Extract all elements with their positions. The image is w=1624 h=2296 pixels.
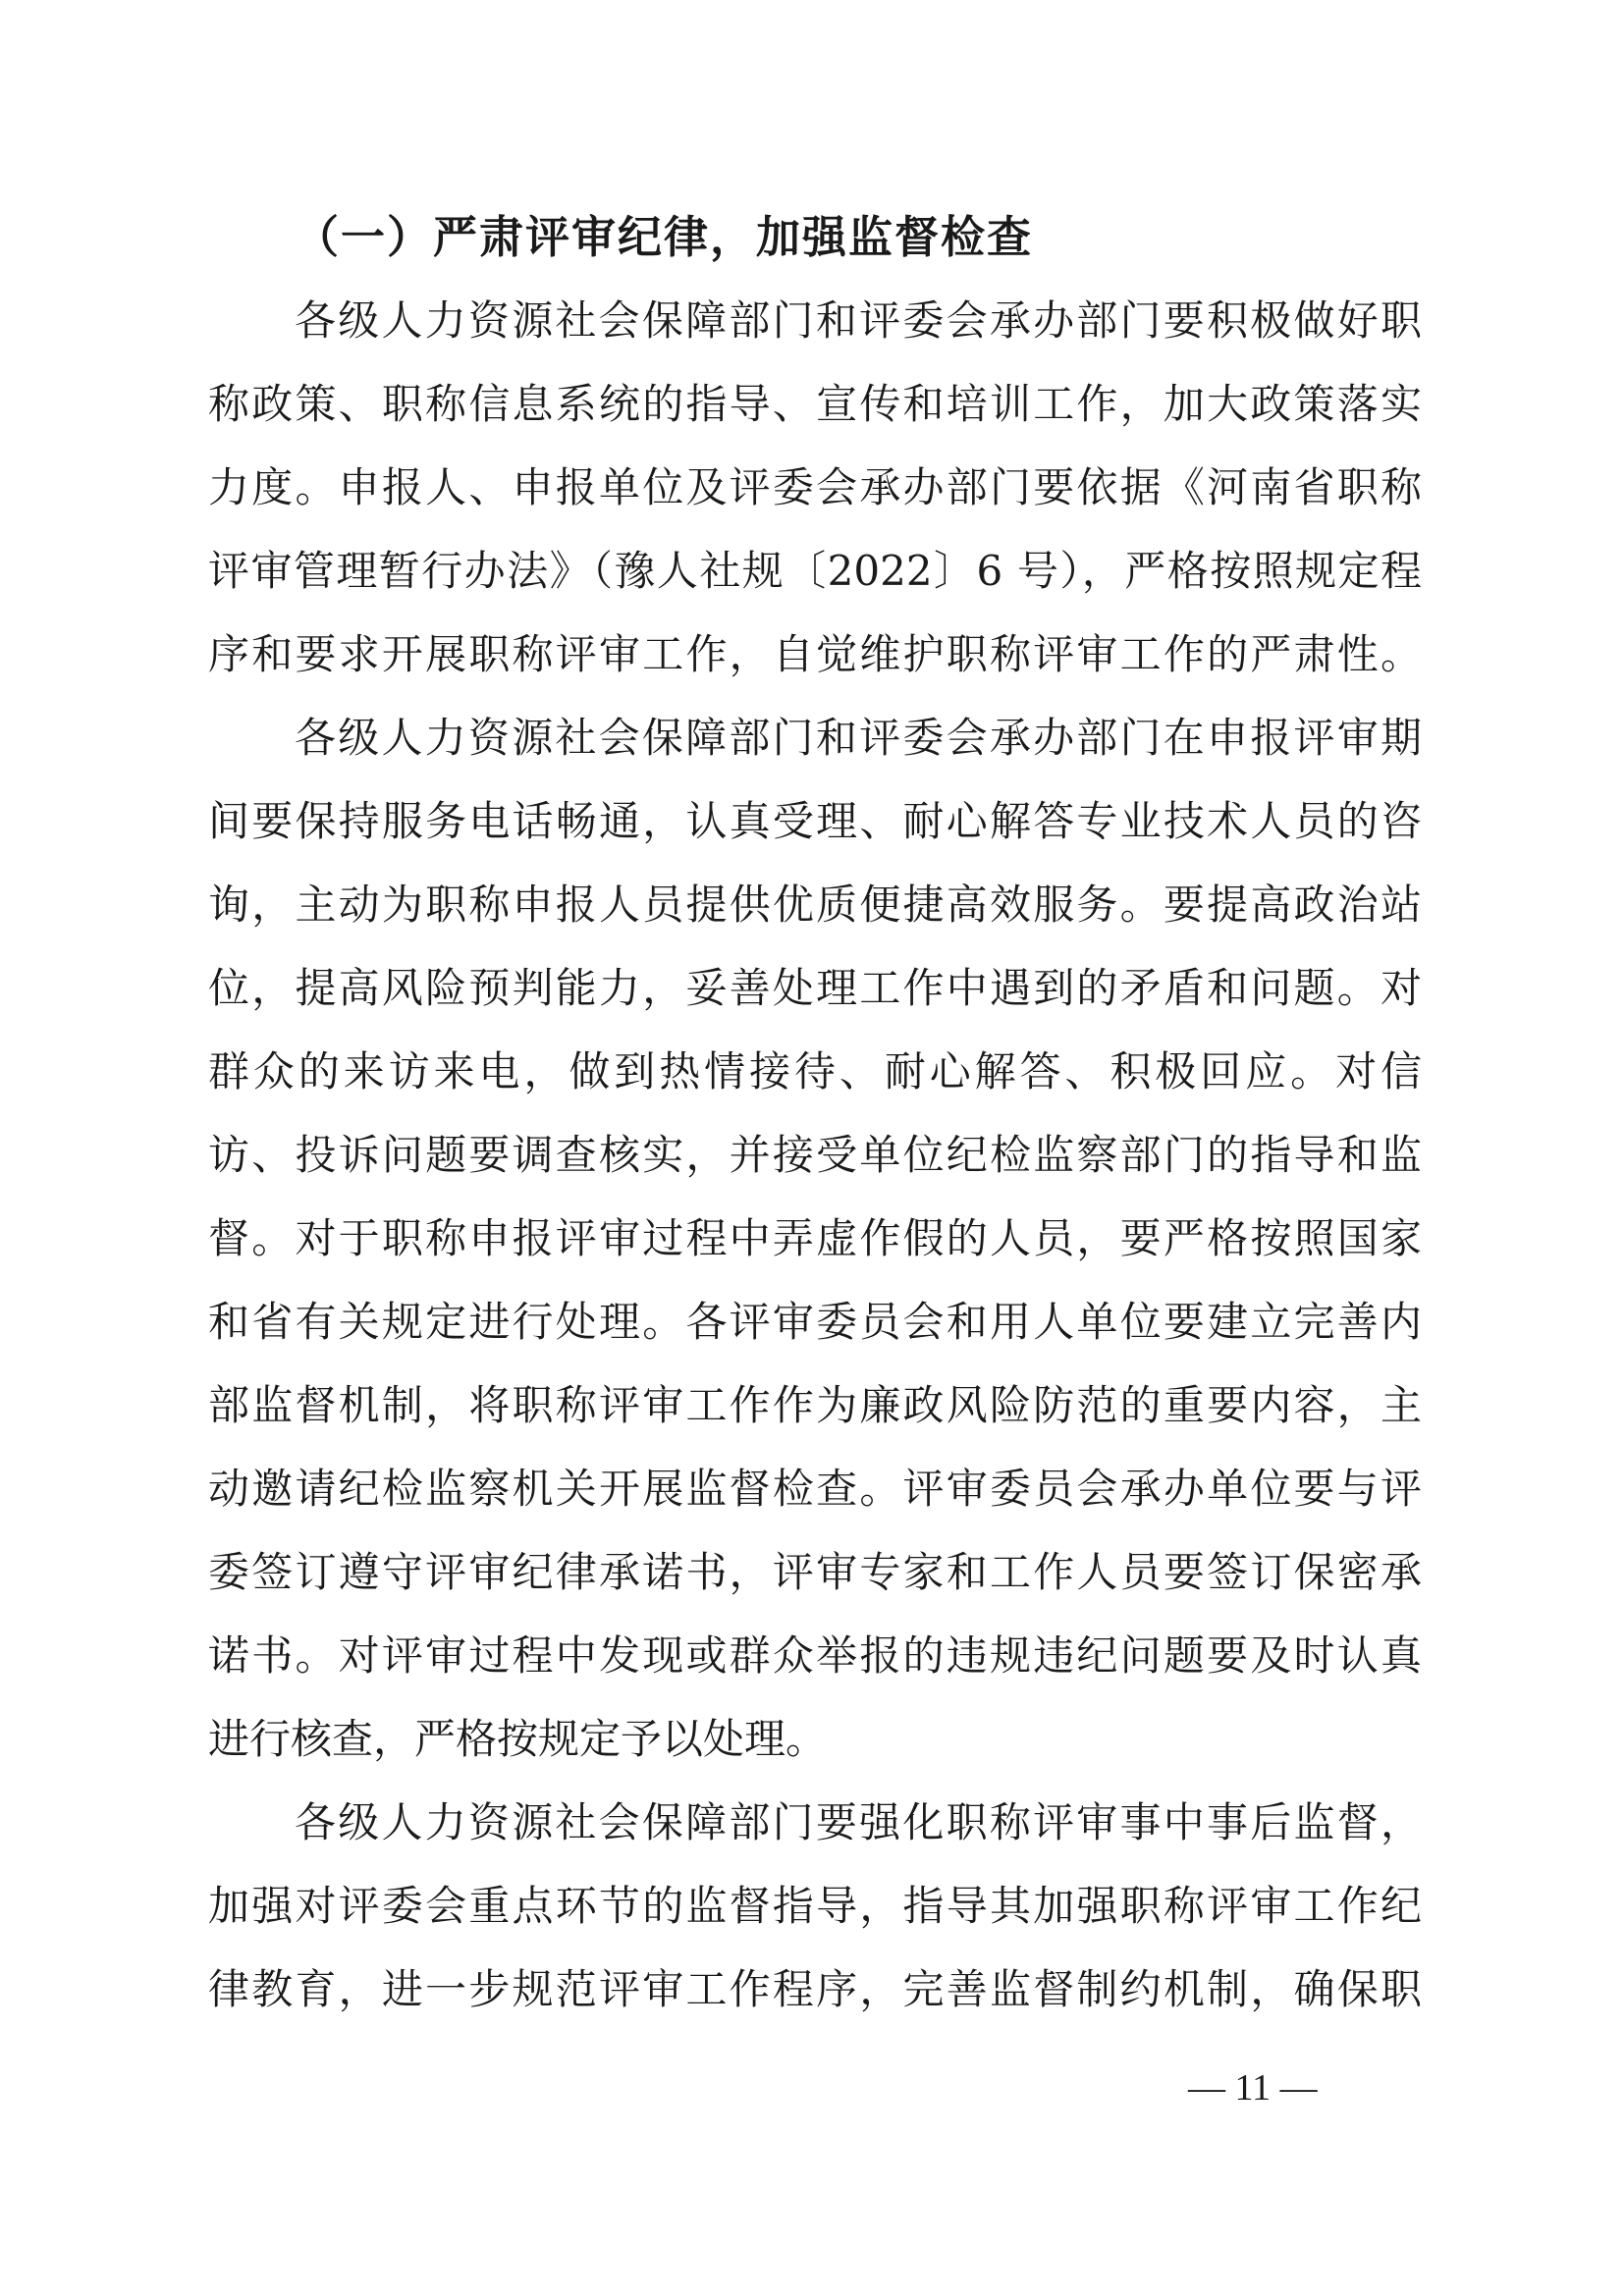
section-heading: （一）严肃评审纪律，加强监督检查 — [295, 211, 1034, 263]
paragraph-3-line-2: 加强对评委会重点环节的监督指导，指导其加强职称评审工作纪 — [208, 1882, 1422, 1930]
paragraph-2-line-5: 群众的来访来电，做到热情接待、耐心解答、积极回应。对信 — [208, 1047, 1422, 1095]
paragraph-3-line-1: 各级人力资源社会保障部门要强化职称评审事中事后监督， — [295, 1798, 1422, 1846]
paragraph-2-line-8: 和省有关规定进行处理。各评审委员会和用人单位要建立完善内 — [208, 1298, 1422, 1346]
page-number: — 11 — — [1188, 2067, 1318, 2109]
paragraph-1-line-4: 评审管理暂行办法》（豫人社规〔2022〕6 号），严格按照规定程 — [208, 547, 1422, 595]
paragraph-1-line-3: 力度。申报人、申报单位及评委会承办部门要依据《河南省职称 — [208, 463, 1422, 511]
paragraph-2-line-10: 动邀请纪检监察机关开展监督检查。评审委员会承办单位要与评 — [208, 1465, 1422, 1513]
paragraph-2-line-12: 诺书。对评审过程中发现或群众举报的违规违纪问题要及时认真 — [208, 1631, 1422, 1680]
paragraph-2-line-7: 督。对于职称申报评审过程中弄虚作假的人员，要严格按照国家 — [208, 1214, 1422, 1262]
paragraph-1-line-2: 称政策、职称信息系统的指导、宣传和培训工作，加大政策落实 — [208, 380, 1422, 428]
paragraph-2-line-2: 间要保持服务电话畅通，认真受理、耐心解答专业技术人员的咨 — [208, 797, 1422, 845]
paragraph-2-line-9: 部监督机制，将职称评审工作作为廉政风险防范的重要内容，主 — [208, 1381, 1422, 1429]
paragraph-1-line-5: 序和要求开展职称评审工作，自觉维护职称评审工作的严肃性。 — [208, 630, 1422, 678]
paragraph-2-line-6: 访、投诉问题要调查核实，并接受单位纪检监察部门的指导和监 — [208, 1131, 1422, 1179]
paragraph-2-line-13: 进行核查，严格按规定予以处理。 — [208, 1715, 828, 1763]
paragraph-2-line-1: 各级人力资源社会保障部门和评委会承办部门在申报评审期 — [295, 714, 1422, 762]
paragraph-3-line-3: 律教育，进一步规范评审工作程序，完善监督制约机制，确保职 — [208, 1965, 1422, 2013]
paragraph-2-line-3: 询，主动为职称申报人员提供优质便捷高效服务。要提高政治站 — [208, 881, 1422, 929]
paragraph-2-line-11: 委签订遵守评审纪律承诺书，评审专家和工作人员要签订保密承 — [208, 1548, 1422, 1596]
paragraph-1-line-1: 各级人力资源社会保障部门和评委会承办部门要积极做好职 — [295, 296, 1422, 345]
paragraph-2-line-4: 位，提高风险预判能力，妥善处理工作中遇到的矛盾和问题。对 — [208, 964, 1422, 1012]
